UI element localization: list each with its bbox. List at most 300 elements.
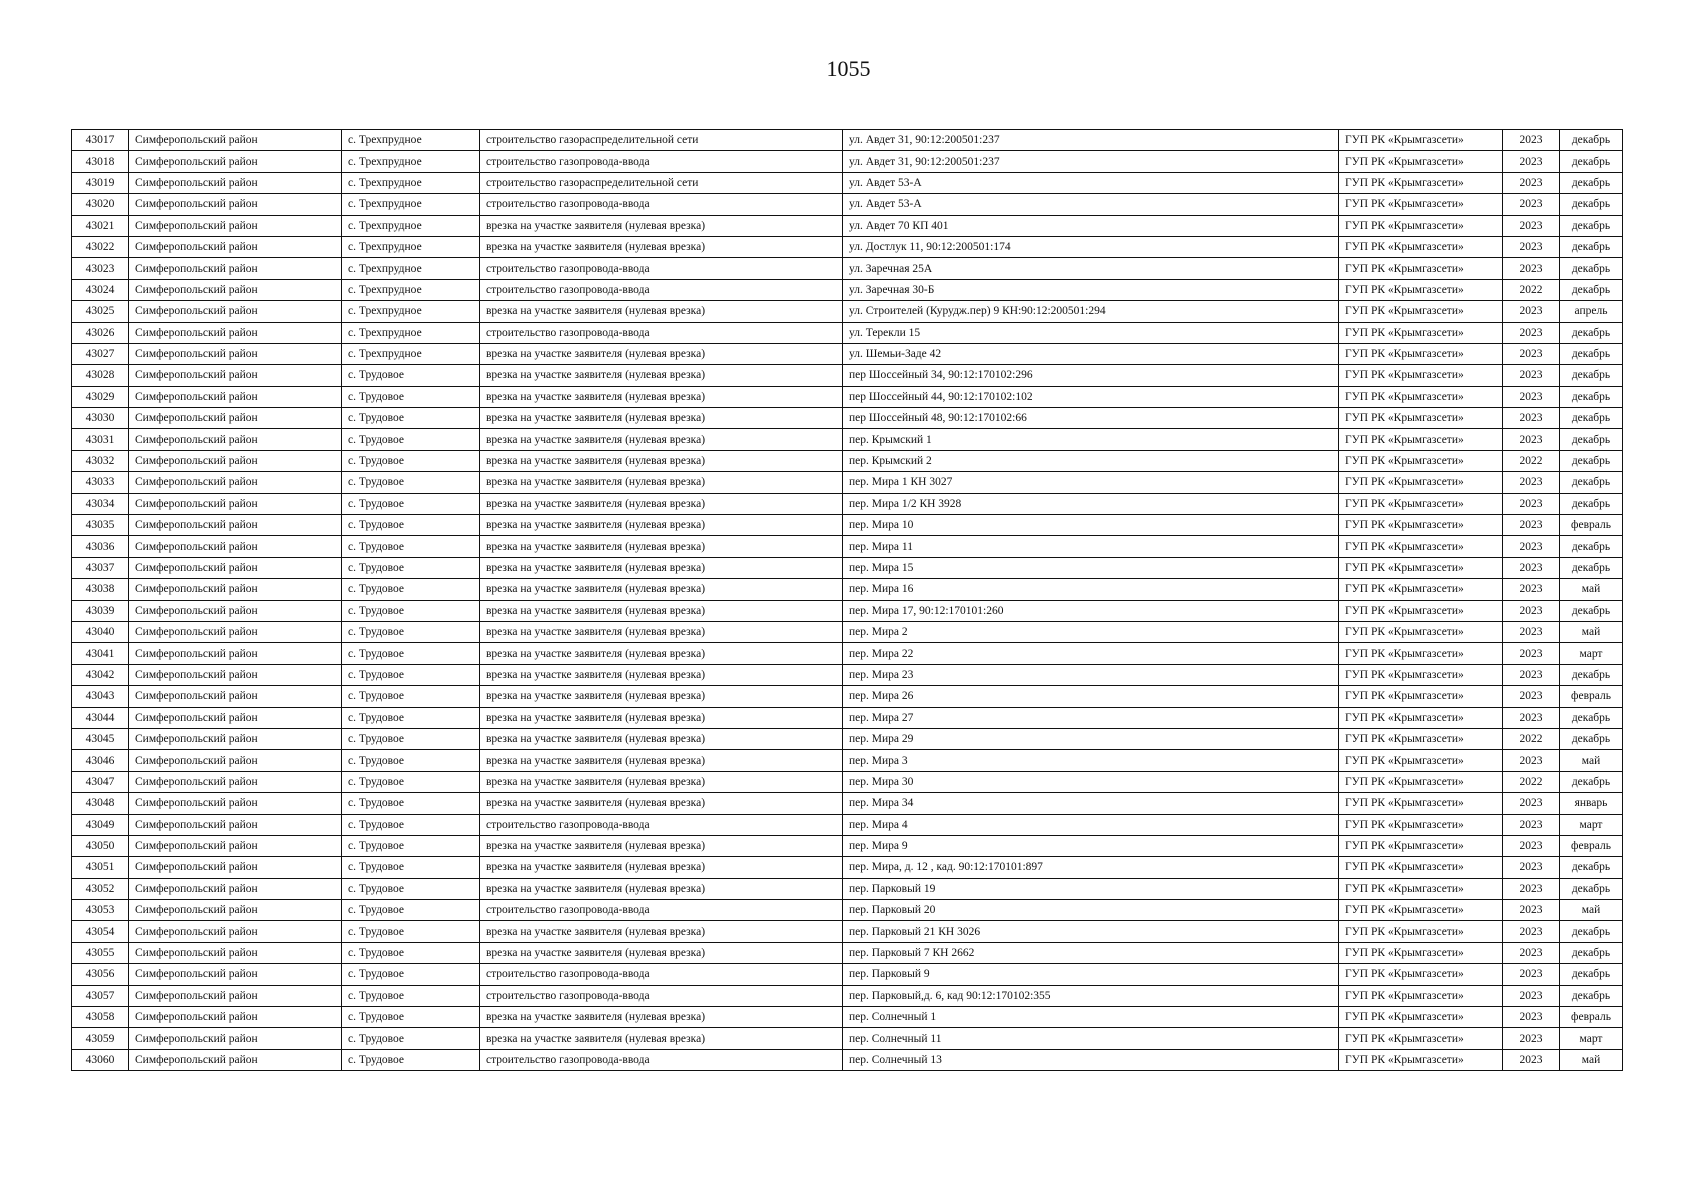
cell-year: 2023 [1503, 408, 1560, 429]
cell-district: Симферопольский район [129, 429, 342, 450]
cell-settlement: с. Трудовое [342, 1049, 480, 1070]
cell-month: декабрь [1560, 215, 1623, 236]
cell-district: Симферопольский район [129, 557, 342, 578]
cell-address: пер. Парковый 7 КН 2662 [843, 942, 1339, 963]
cell-district: Симферопольский район [129, 1007, 342, 1028]
cell-organization: ГУП РК «Крымгазсети» [1339, 750, 1503, 771]
cell-month: декабрь [1560, 964, 1623, 985]
cell-settlement: с. Трудовое [342, 921, 480, 942]
table-row [72, 450, 1623, 471]
table-row [72, 236, 1623, 257]
cell-year: 2023 [1503, 322, 1560, 343]
cell-work-type: строительство газопровода-ввода [480, 258, 843, 279]
cell-settlement: с. Трудовое [342, 365, 480, 386]
cell-month: декабрь [1560, 386, 1623, 407]
cell-record-number: 43048 [72, 793, 129, 814]
cell-work-type: строительство газопровода-ввода [480, 194, 843, 215]
cell-district: Симферопольский район [129, 493, 342, 514]
table-row [72, 579, 1623, 600]
cell-settlement: с. Трудовое [342, 878, 480, 899]
cell-district: Симферопольский район [129, 1028, 342, 1049]
cell-district: Симферопольский район [129, 942, 342, 963]
cell-address: пер. Мира 27 [843, 707, 1339, 728]
cell-year: 2023 [1503, 1007, 1560, 1028]
table-row [72, 322, 1623, 343]
cell-address: пер. Мира 11 [843, 536, 1339, 557]
cell-month: май [1560, 1049, 1623, 1070]
cell-district: Симферопольский район [129, 664, 342, 685]
cell-address: ул. Авдет 53-А [843, 194, 1339, 215]
cell-year: 2023 [1503, 900, 1560, 921]
cell-work-type: врезка на участке заявителя (нулевая врезка) [480, 579, 843, 600]
cell-year: 2023 [1503, 857, 1560, 878]
cell-year: 2023 [1503, 536, 1560, 557]
cell-year: 2023 [1503, 429, 1560, 450]
cell-work-type: врезка на участке заявителя (нулевая врезка) [480, 643, 843, 664]
cell-year: 2023 [1503, 942, 1560, 963]
cell-organization: ГУП РК «Крымгазсети» [1339, 686, 1503, 707]
cell-organization: ГУП РК «Крымгазсети» [1339, 258, 1503, 279]
cell-year: 2023 [1503, 386, 1560, 407]
cell-month: декабрь [1560, 921, 1623, 942]
cell-record-number: 43022 [72, 236, 129, 257]
cell-year: 2023 [1503, 194, 1560, 215]
cell-settlement: с. Трехпрудное [342, 194, 480, 215]
cell-district: Симферопольский район [129, 985, 342, 1006]
table-row [72, 343, 1623, 364]
cell-work-type: врезка на участке заявителя (нулевая врезка) [480, 536, 843, 557]
cell-address: пер. Мира 29 [843, 728, 1339, 749]
cell-address: пер. Мира 23 [843, 664, 1339, 685]
cell-organization: ГУП РК «Крымгазсети» [1339, 301, 1503, 322]
cell-settlement: с. Трудовое [342, 408, 480, 429]
cell-month: декабрь [1560, 728, 1623, 749]
cell-work-type: врезка на участке заявителя (нулевая врезка) [480, 728, 843, 749]
table-row [72, 686, 1623, 707]
table-row [72, 1028, 1623, 1049]
table-row [72, 664, 1623, 685]
cell-address: пер. Мира 9 [843, 835, 1339, 856]
cell-month: декабрь [1560, 408, 1623, 429]
cell-month: апрель [1560, 301, 1623, 322]
table-row [72, 600, 1623, 621]
cell-district: Симферопольский район [129, 921, 342, 942]
cell-settlement: с. Трудовое [342, 707, 480, 728]
table-row [72, 707, 1623, 728]
cell-settlement: с. Трехпрудное [342, 322, 480, 343]
cell-district: Симферопольский район [129, 686, 342, 707]
cell-record-number: 43017 [72, 130, 129, 151]
cell-work-type: врезка на участке заявителя (нулевая врезка) [480, 707, 843, 728]
cell-record-number: 43057 [72, 985, 129, 1006]
cell-work-type: врезка на участке заявителя (нулевая врезка) [480, 429, 843, 450]
cell-district: Симферопольский район [129, 814, 342, 835]
table-row [72, 194, 1623, 215]
cell-record-number: 43052 [72, 878, 129, 899]
table-row [72, 643, 1623, 664]
cell-record-number: 43045 [72, 728, 129, 749]
cell-district: Симферопольский район [129, 1049, 342, 1070]
cell-work-type: строительство газопровода-ввода [480, 964, 843, 985]
cell-record-number: 43054 [72, 921, 129, 942]
cell-settlement: с. Трудовое [342, 793, 480, 814]
cell-work-type: строительство газопровода-ввода [480, 151, 843, 172]
cell-work-type: врезка на участке заявителя (нулевая врезка) [480, 878, 843, 899]
cell-work-type: врезка на участке заявителя (нулевая врезка) [480, 793, 843, 814]
cell-settlement: с. Трудовое [342, 450, 480, 471]
cell-month: декабрь [1560, 557, 1623, 578]
cell-district: Симферопольский район [129, 258, 342, 279]
cell-settlement: с. Трудовое [342, 1007, 480, 1028]
page-number: 1055 [826, 56, 871, 81]
cell-record-number: 43043 [72, 686, 129, 707]
cell-district: Симферопольский район [129, 600, 342, 621]
cell-address: пер. Парковый 19 [843, 878, 1339, 899]
cell-settlement: с. Трудовое [342, 942, 480, 963]
cell-record-number: 43042 [72, 664, 129, 685]
cell-year: 2023 [1503, 172, 1560, 193]
cell-settlement: с. Трудовое [342, 493, 480, 514]
cell-work-type: врезка на участке заявителя (нулевая врезка) [480, 1007, 843, 1028]
table-row [72, 130, 1623, 151]
cell-work-type: строительство газопровода-ввода [480, 985, 843, 1006]
cell-address: пер. Парковый,д. 6, кад 90:12:170102:355 [843, 985, 1339, 1006]
cell-district: Симферопольский район [129, 835, 342, 856]
cell-work-type: врезка на участке заявителя (нулевая врезка) [480, 750, 843, 771]
cell-work-type: врезка на участке заявителя (нулевая врезка) [480, 942, 843, 963]
cell-organization: ГУП РК «Крымгазсети» [1339, 343, 1503, 364]
cell-settlement: с. Трудовое [342, 985, 480, 1006]
cell-year: 2023 [1503, 664, 1560, 685]
cell-organization: ГУП РК «Крымгазсети» [1339, 942, 1503, 963]
cell-organization: ГУП РК «Крымгазсети» [1339, 835, 1503, 856]
cell-district: Симферопольский район [129, 472, 342, 493]
cell-district: Симферопольский район [129, 793, 342, 814]
cell-district: Симферопольский район [129, 579, 342, 600]
cell-organization: ГУП РК «Крымгазсети» [1339, 194, 1503, 215]
table-row [72, 621, 1623, 642]
cell-settlement: с. Трудовое [342, 857, 480, 878]
cell-settlement: с. Трудовое [342, 750, 480, 771]
cell-organization: ГУП РК «Крымгазсети» [1339, 771, 1503, 792]
cell-year: 2022 [1503, 450, 1560, 471]
cell-address: пер. Крымский 2 [843, 450, 1339, 471]
cell-organization: ГУП РК «Крымгазсети» [1339, 515, 1503, 536]
cell-settlement: с. Трудовое [342, 600, 480, 621]
cell-address: пер. Мира 30 [843, 771, 1339, 792]
cell-district: Симферопольский район [129, 408, 342, 429]
cell-year: 2023 [1503, 643, 1560, 664]
cell-settlement: с. Трехпрудное [342, 236, 480, 257]
cell-organization: ГУП РК «Крымгазсети» [1339, 985, 1503, 1006]
cell-record-number: 43039 [72, 600, 129, 621]
cell-month: декабрь [1560, 236, 1623, 257]
cell-month: февраль [1560, 515, 1623, 536]
cell-organization: ГУП РК «Крымгазсети» [1339, 1007, 1503, 1028]
cell-month: декабрь [1560, 322, 1623, 343]
cell-year: 2023 [1503, 600, 1560, 621]
cell-settlement: с. Трудовое [342, 686, 480, 707]
cell-record-number: 43019 [72, 172, 129, 193]
cell-month: декабрь [1560, 857, 1623, 878]
cell-settlement: с. Трудовое [342, 557, 480, 578]
cell-organization: ГУП РК «Крымгазсети» [1339, 472, 1503, 493]
cell-work-type: врезка на участке заявителя (нулевая врезка) [480, 664, 843, 685]
cell-district: Симферопольский район [129, 279, 342, 300]
cell-record-number: 43025 [72, 301, 129, 322]
cell-year: 2023 [1503, 878, 1560, 899]
cell-address: пер. Парковый 9 [843, 964, 1339, 985]
cell-address: пер. Мира 15 [843, 557, 1339, 578]
cell-district: Симферопольский район [129, 964, 342, 985]
cell-month: декабрь [1560, 429, 1623, 450]
cell-settlement: с. Трехпрудное [342, 215, 480, 236]
cell-year: 2023 [1503, 707, 1560, 728]
table-row [72, 900, 1623, 921]
cell-settlement: с. Трехпрудное [342, 343, 480, 364]
cell-work-type: врезка на участке заявителя (нулевая врезка) [480, 600, 843, 621]
cell-month: май [1560, 750, 1623, 771]
cell-record-number: 43024 [72, 279, 129, 300]
cell-record-number: 43047 [72, 771, 129, 792]
cell-organization: ГУП РК «Крымгазсети» [1339, 536, 1503, 557]
cell-work-type: врезка на участке заявителя (нулевая врезка) [480, 557, 843, 578]
cell-month: февраль [1560, 1007, 1623, 1028]
cell-district: Симферопольский район [129, 536, 342, 557]
cell-address: пер Шоссейный 48, 90:12:170102:66 [843, 408, 1339, 429]
cell-settlement: с. Трудовое [342, 515, 480, 536]
cell-organization: ГУП РК «Крымгазсети» [1339, 793, 1503, 814]
cell-year: 2023 [1503, 579, 1560, 600]
cell-organization: ГУП РК «Крымгазсети» [1339, 386, 1503, 407]
cell-month: декабрь [1560, 707, 1623, 728]
cell-month: январь [1560, 793, 1623, 814]
cell-address: пер. Мира 26 [843, 686, 1339, 707]
cell-address: пер. Мира 1 КН 3027 [843, 472, 1339, 493]
cell-record-number: 43051 [72, 857, 129, 878]
table-row [72, 172, 1623, 193]
table-row [72, 429, 1623, 450]
cell-record-number: 43038 [72, 579, 129, 600]
cell-record-number: 43046 [72, 750, 129, 771]
cell-record-number: 43027 [72, 343, 129, 364]
cell-settlement: с. Трехпрудное [342, 172, 480, 193]
cell-address: ул. Заречная 25А [843, 258, 1339, 279]
cell-organization: ГУП РК «Крымгазсети» [1339, 1049, 1503, 1070]
cell-address: пер Шоссейный 44, 90:12:170102:102 [843, 386, 1339, 407]
cell-organization: ГУП РК «Крымгазсети» [1339, 172, 1503, 193]
cell-record-number: 43053 [72, 900, 129, 921]
cell-district: Симферопольский район [129, 857, 342, 878]
cell-record-number: 43020 [72, 194, 129, 215]
cell-settlement: с. Трудовое [342, 814, 480, 835]
cell-month: март [1560, 814, 1623, 835]
cell-month: февраль [1560, 835, 1623, 856]
cell-organization: ГУП РК «Крымгазсети» [1339, 151, 1503, 172]
cell-district: Симферопольский район [129, 151, 342, 172]
cell-district: Симферопольский район [129, 750, 342, 771]
cell-month: декабрь [1560, 664, 1623, 685]
cell-organization: ГУП РК «Крымгазсети» [1339, 664, 1503, 685]
cell-settlement: с. Трудовое [342, 579, 480, 600]
cell-address: пер. Мира 3 [843, 750, 1339, 771]
cell-work-type: строительство газопровода-ввода [480, 322, 843, 343]
table-row [72, 408, 1623, 429]
cell-district: Симферопольский район [129, 194, 342, 215]
cell-record-number: 43023 [72, 258, 129, 279]
cell-organization: ГУП РК «Крымгазсети» [1339, 215, 1503, 236]
table-row [72, 386, 1623, 407]
cell-month: декабрь [1560, 536, 1623, 557]
cell-month: декабрь [1560, 878, 1623, 899]
table-row [72, 750, 1623, 771]
cell-record-number: 43021 [72, 215, 129, 236]
cell-organization: ГУП РК «Крымгазсети» [1339, 814, 1503, 835]
cell-district: Симферопольский район [129, 343, 342, 364]
table-row [72, 301, 1623, 322]
cell-address: пер. Мира 2 [843, 621, 1339, 642]
cell-month: декабрь [1560, 172, 1623, 193]
cell-year: 2023 [1503, 750, 1560, 771]
cell-organization: ГУП РК «Крымгазсети» [1339, 1028, 1503, 1049]
cell-address: ул. Авдет 31, 90:12:200501:237 [843, 130, 1339, 151]
cell-year: 2023 [1503, 215, 1560, 236]
cell-record-number: 43018 [72, 151, 129, 172]
cell-settlement: с. Трудовое [342, 643, 480, 664]
cell-year: 2023 [1503, 130, 1560, 151]
cell-record-number: 43035 [72, 515, 129, 536]
cell-district: Симферопольский район [129, 365, 342, 386]
registry-body [72, 130, 1623, 1071]
cell-work-type: врезка на участке заявителя (нулевая врезка) [480, 686, 843, 707]
table-row [72, 279, 1623, 300]
cell-address: ул. Авдет 70 КП 401 [843, 215, 1339, 236]
cell-settlement: с. Трехпрудное [342, 130, 480, 151]
cell-month: февраль [1560, 686, 1623, 707]
table-row [72, 493, 1623, 514]
cell-record-number: 43060 [72, 1049, 129, 1070]
cell-work-type: врезка на участке заявителя (нулевая врезка) [480, 1028, 843, 1049]
table-row [72, 728, 1623, 749]
cell-settlement: с. Трудовое [342, 386, 480, 407]
cell-work-type: врезка на участке заявителя (нулевая врезка) [480, 472, 843, 493]
cell-settlement: с. Трехпрудное [342, 279, 480, 300]
cell-work-type: врезка на участке заявителя (нулевая врезка) [480, 236, 843, 257]
cell-work-type: врезка на участке заявителя (нулевая врезка) [480, 365, 843, 386]
cell-address: пер. Мира, д. 12 , кад. 90:12:170101:897 [843, 857, 1339, 878]
cell-organization: ГУП РК «Крымгазсети» [1339, 236, 1503, 257]
cell-organization: ГУП РК «Крымгазсети» [1339, 279, 1503, 300]
cell-organization: ГУП РК «Крымгазсети» [1339, 728, 1503, 749]
cell-record-number: 43028 [72, 365, 129, 386]
cell-organization: ГУП РК «Крымгазсети» [1339, 643, 1503, 664]
cell-work-type: врезка на участке заявителя (нулевая врезка) [480, 921, 843, 942]
cell-record-number: 43029 [72, 386, 129, 407]
table-row [72, 835, 1623, 856]
cell-address: ул. Авдет 31, 90:12:200501:237 [843, 151, 1339, 172]
cell-organization: ГУП РК «Крымгазсети» [1339, 964, 1503, 985]
table-row [72, 365, 1623, 386]
cell-district: Симферопольский район [129, 236, 342, 257]
cell-settlement: с. Трудовое [342, 900, 480, 921]
cell-month: декабрь [1560, 985, 1623, 1006]
cell-organization: ГУП РК «Крымгазсети» [1339, 322, 1503, 343]
cell-year: 2023 [1503, 301, 1560, 322]
cell-organization: ГУП РК «Крымгазсети» [1339, 921, 1503, 942]
cell-organization: ГУП РК «Крымгазсети» [1339, 621, 1503, 642]
cell-work-type: врезка на участке заявителя (нулевая врезка) [480, 835, 843, 856]
cell-work-type: врезка на участке заявителя (нулевая врезка) [480, 386, 843, 407]
cell-work-type: строительство газораспределительной сети [480, 130, 843, 151]
cell-month: март [1560, 643, 1623, 664]
cell-organization: ГУП РК «Крымгазсети» [1339, 878, 1503, 899]
cell-address: пер. Солнечный 11 [843, 1028, 1339, 1049]
cell-organization: ГУП РК «Крымгазсети» [1339, 365, 1503, 386]
cell-record-number: 43034 [72, 493, 129, 514]
cell-address: ул. Строителей (Курудж.пер) 9 КН:90:12:200501:294 [843, 301, 1339, 322]
table-row [72, 258, 1623, 279]
table-row [72, 151, 1623, 172]
cell-year: 2023 [1503, 985, 1560, 1006]
cell-district: Симферопольский район [129, 643, 342, 664]
cell-month: май [1560, 621, 1623, 642]
cell-organization: ГУП РК «Крымгазсети» [1339, 579, 1503, 600]
cell-organization: ГУП РК «Крымгазсети» [1339, 557, 1503, 578]
table-row [72, 814, 1623, 835]
table-row [72, 771, 1623, 792]
cell-district: Симферопольский район [129, 707, 342, 728]
cell-address: пер. Крымский 1 [843, 429, 1339, 450]
cell-year: 2023 [1503, 151, 1560, 172]
table-row [72, 1049, 1623, 1070]
cell-district: Симферопольский район [129, 728, 342, 749]
cell-work-type: врезка на участке заявителя (нулевая врезка) [480, 408, 843, 429]
cell-address: пер. Мира 34 [843, 793, 1339, 814]
cell-month: май [1560, 579, 1623, 600]
cell-address: пер. Парковый 20 [843, 900, 1339, 921]
cell-settlement: с. Трудовое [342, 964, 480, 985]
cell-address: пер. Мира 10 [843, 515, 1339, 536]
registry-table [71, 129, 1623, 1071]
cell-address: пер. Мира 22 [843, 643, 1339, 664]
cell-address: ул. Авдет 53-А [843, 172, 1339, 193]
cell-record-number: 43059 [72, 1028, 129, 1049]
cell-month: декабрь [1560, 194, 1623, 215]
cell-work-type: врезка на участке заявителя (нулевая врезка) [480, 621, 843, 642]
cell-month: декабрь [1560, 365, 1623, 386]
cell-year: 2023 [1503, 472, 1560, 493]
cell-year: 2023 [1503, 236, 1560, 257]
table-row [72, 964, 1623, 985]
cell-address: пер. Мира 16 [843, 579, 1339, 600]
cell-year: 2023 [1503, 921, 1560, 942]
cell-work-type: врезка на участке заявителя (нулевая врезка) [480, 450, 843, 471]
cell-settlement: с. Трудовое [342, 1028, 480, 1049]
cell-record-number: 43055 [72, 942, 129, 963]
cell-work-type: строительство газораспределительной сети [480, 172, 843, 193]
cell-year: 2022 [1503, 728, 1560, 749]
table-row [72, 942, 1623, 963]
cell-work-type: строительство газопровода-ввода [480, 814, 843, 835]
table-row [72, 793, 1623, 814]
cell-work-type: врезка на участке заявителя (нулевая врезка) [480, 857, 843, 878]
cell-month: декабрь [1560, 493, 1623, 514]
cell-settlement: с. Трудовое [342, 835, 480, 856]
cell-record-number: 43041 [72, 643, 129, 664]
cell-work-type: врезка на участке заявителя (нулевая врезка) [480, 301, 843, 322]
cell-year: 2023 [1503, 814, 1560, 835]
cell-record-number: 43036 [72, 536, 129, 557]
